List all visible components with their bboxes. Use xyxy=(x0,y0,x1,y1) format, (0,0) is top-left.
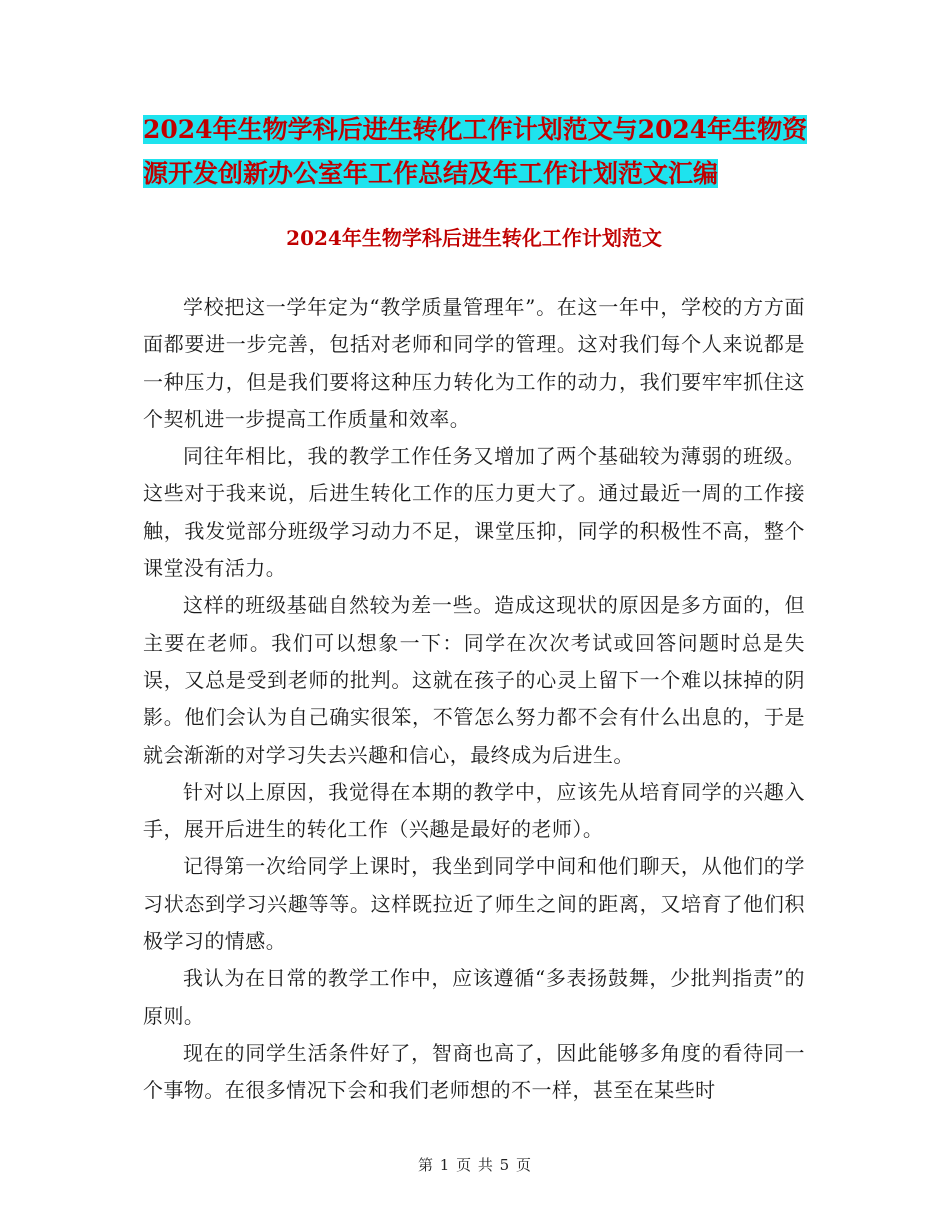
paragraph: 同往年相比，我的教学工作任务又增加了两个基础较为薄弱的班级。这些对于我来说，后进生转化工作的压力更大了。通过最近一周的工作接触，我发觉部分班级学习动力不足，课堂压抑，同学的积极性不高，整个课堂没有活力。 xyxy=(143,444,805,581)
document-title xyxy=(143,108,823,196)
paragraph: 我认为在日常的教学工作中，应该遵循“多表扬鼓舞，少批判指责”的原则。 xyxy=(143,966,805,1028)
page-number-footer: 第 1 页 共 5 页 xyxy=(418,1156,532,1174)
document-title-text: 2024年生物学科后进生转化工作计划范文与2024年生物资源开发创新办公室年工作总结及年工作计划范文汇编 xyxy=(143,115,808,188)
paragraph: 这样的班级基础自然较为差一些。造成这现状的原因是多方面的，但主要在老师。我们可以想象一下：同学在次次考试或回答问题时总是失误，又总是受到老师的批判。这就在孩子的心灵上留下一个难以抹掉的阴影。他们会认为自己确实很笨，不管怎么努力都不会有什么出息的，于是就会渐渐的对学习失去兴趣和信心，最终成为后进生。 xyxy=(143,593,805,767)
paragraph: 针对以上原因，我觉得在本期的教学中，应该先从培育同学的兴趣入手，展开后进生的转化工作（兴趣是最好的老师）。 xyxy=(143,779,805,842)
paragraph: 现在的同学生活条件好了，智商也高了，因此能够多角度的看待同一个事物。在很多情况下会和我们老师想的不一样，甚至在某些时 xyxy=(143,1040,805,1103)
document-body xyxy=(143,289,805,1110)
paragraph: 学校把这一学年定为“教学质量管理年”。在这一年中，学校的方方面面都要进一步完善，包括对老师和同学的管理。这对我们每个人来说都是一种压力，但是我们要将这种压力转化为工作的动力，我们要牢牢抓住这个契机进一步提高工作质量和效率。 xyxy=(143,295,805,431)
paragraph: 记得第一次给同学上课时，我坐到同学中间和他们聊天，从他们的学习状态到学习兴趣等等。这样既拉近了师生之间的距离，又培育了他们积极学习的情感。 xyxy=(143,854,805,954)
section-heading: 2024年生物学科后进生转化工作计划范文 xyxy=(286,226,662,250)
